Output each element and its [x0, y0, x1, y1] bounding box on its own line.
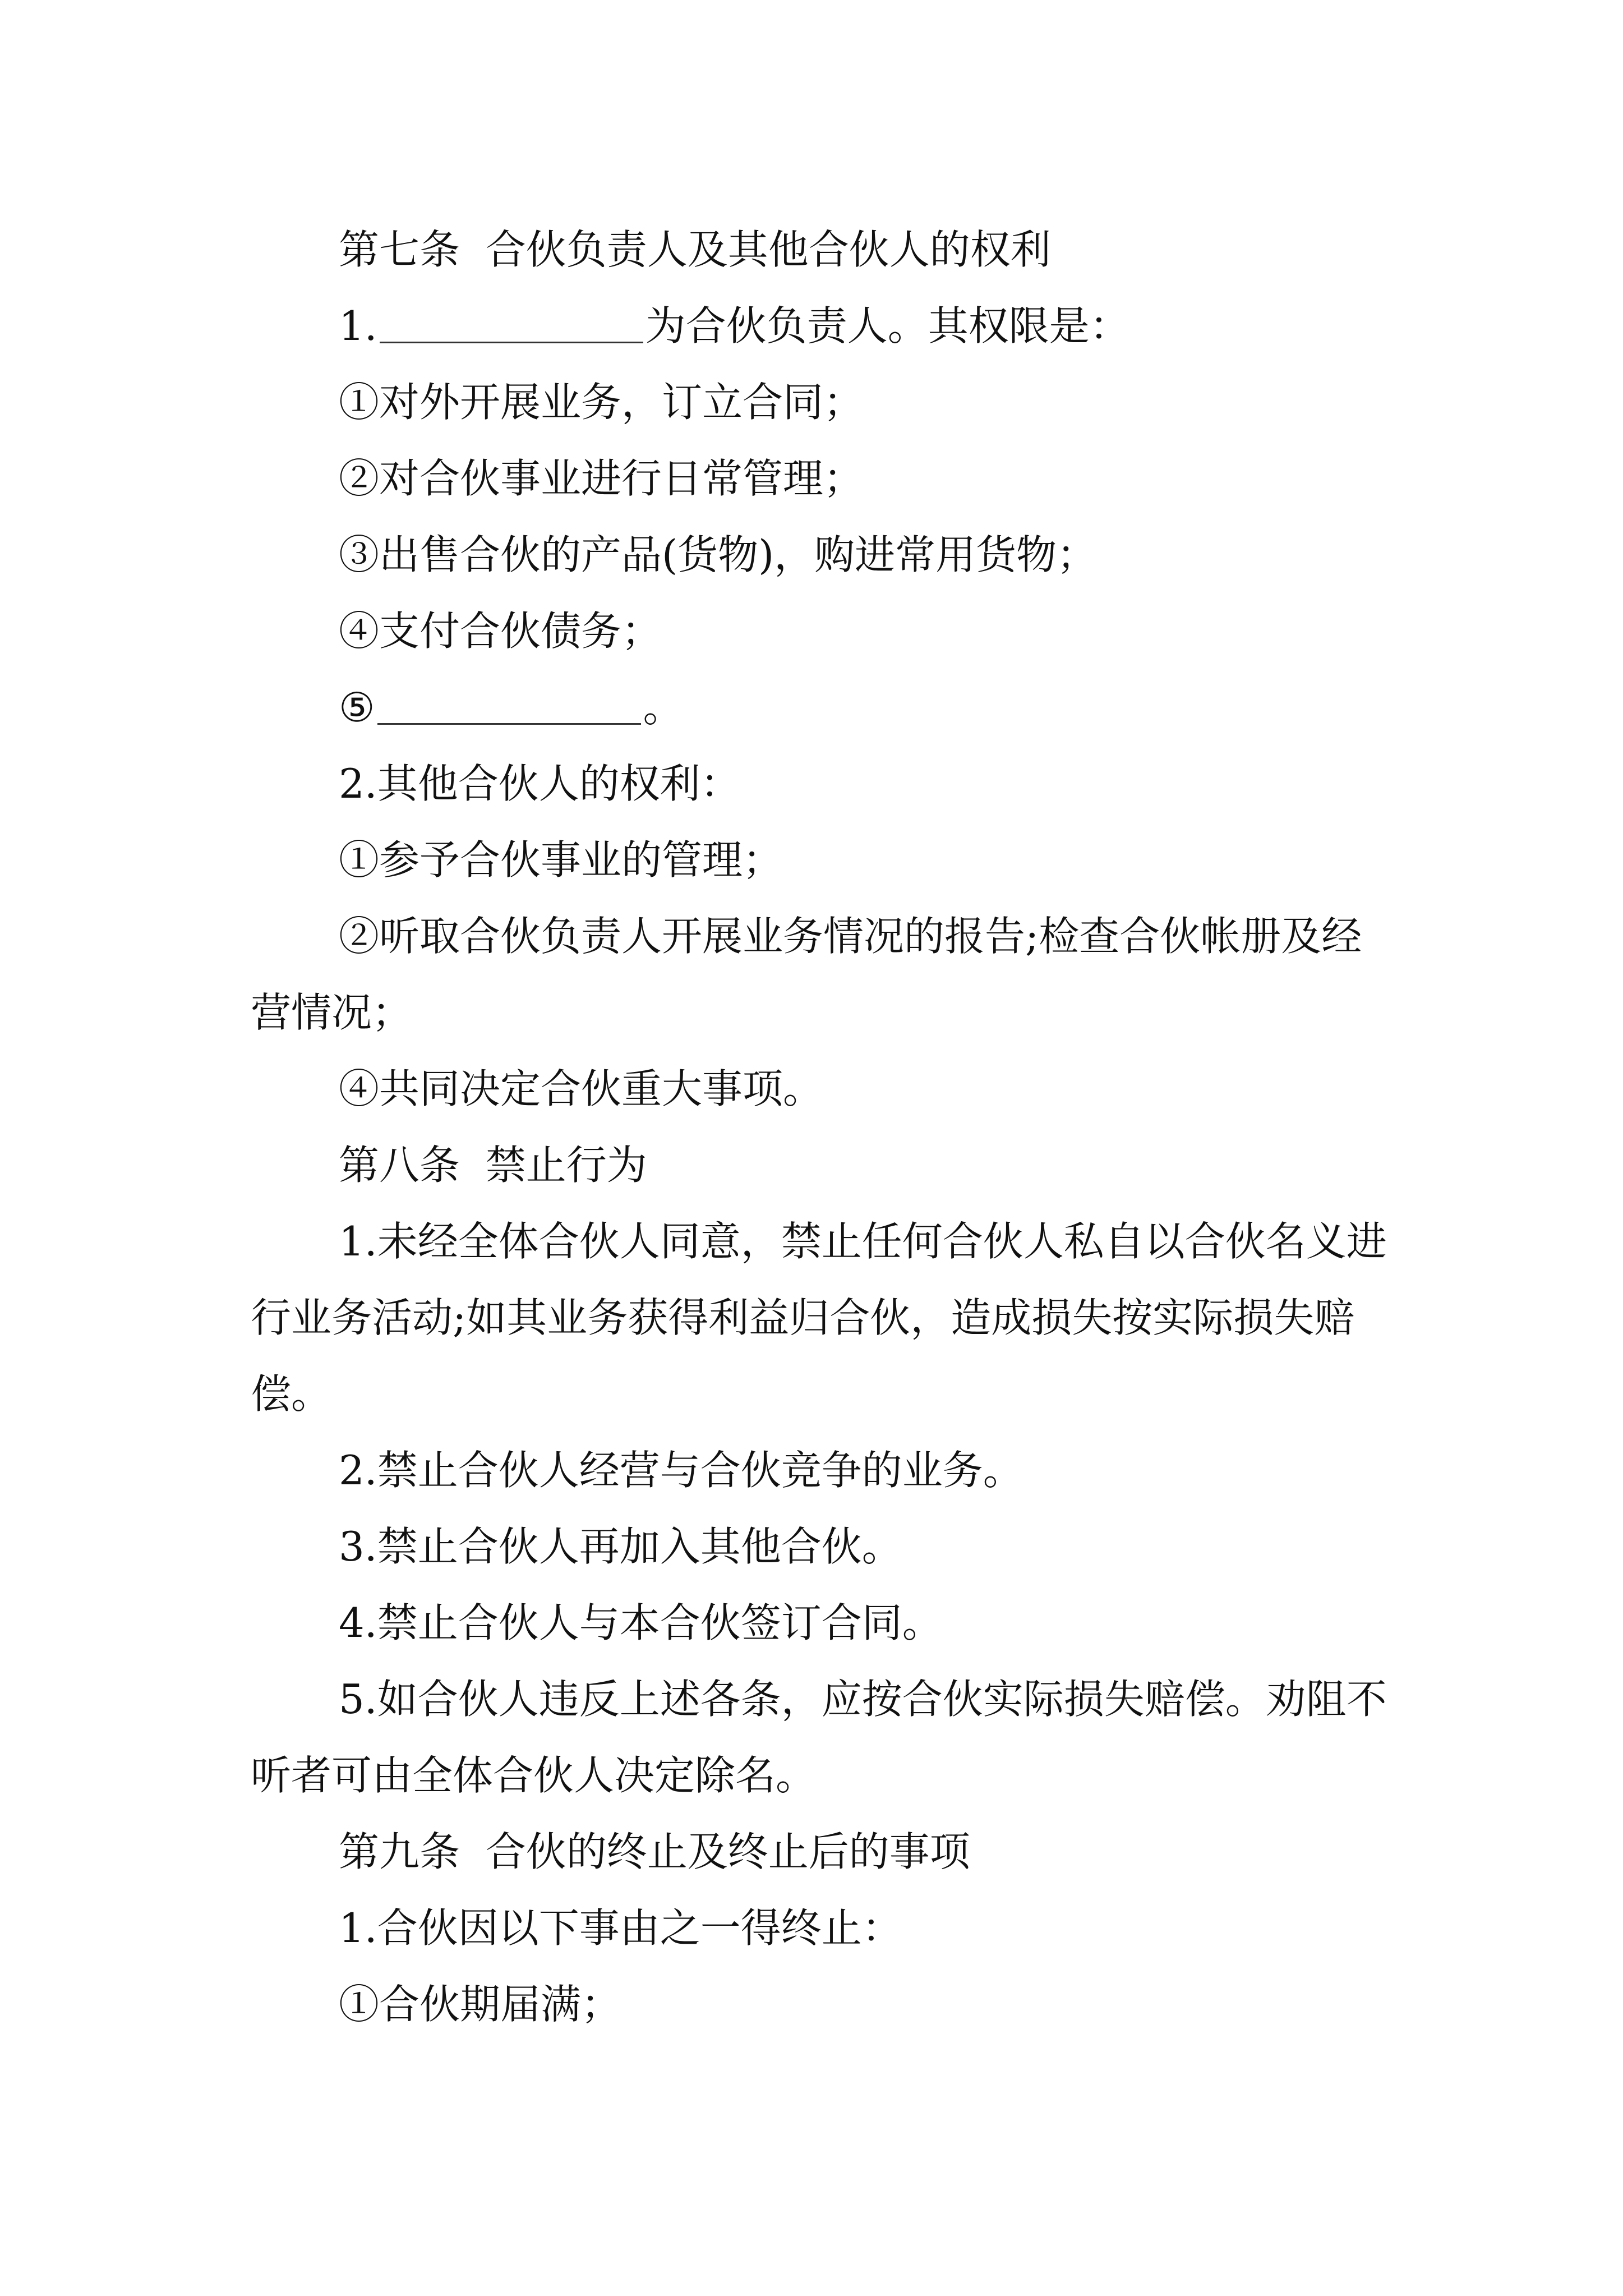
article-8-clause-3: 3.禁止合伙人再加入其他合伙。 — [339, 1523, 902, 1570]
article-9-clause-1-item-1: ①合伙期届满； — [339, 1981, 622, 2028]
article-7-clause-1-item-1: ①对外开展业务，订立合同； — [339, 379, 864, 426]
article-8-clause-2: 2.禁止合伙人经营与合伙竞争的业务。 — [339, 1447, 1023, 1494]
article-9-clause-1: 1.合伙因以下事由之一得终止： — [339, 1904, 902, 1952]
document-body — [251, 211, 1389, 2042]
article-7-clause-1-item-2: ②对合伙事业进行日常管理； — [339, 455, 864, 502]
article-9-title: 第九条 合伙的终止及终止后的事项 — [339, 1828, 970, 1875]
item-marker: ⑤ — [339, 684, 375, 731]
article-7-clause-2: 2.其他合伙人的权利： — [339, 760, 741, 807]
article-8-clause-4: 4.禁止合伙人与本合伙签订合同。 — [339, 1599, 943, 1646]
article-7-clause-1-item-5 — [251, 669, 1389, 746]
clause-number: 1. — [339, 302, 377, 349]
article-7-clause-2-item-2: ②听取合伙负责人开展业务情况的报告;检查合伙帐册及经营情况； — [251, 913, 1362, 1036]
item-end: 。 — [643, 684, 684, 731]
fill-in-blank — [377, 723, 641, 725]
clause-text: 为合伙负责人。其权限是： — [645, 302, 1130, 349]
article-7-clause-1-item-3: ③出售合伙的产品(货物)，购进常用货物； — [339, 531, 1098, 578]
article-7-clause-2-item-4: ④共同决定合伙重大事项。 — [339, 1065, 824, 1112]
article-7-clause-1-item-4: ④支付合伙债务； — [339, 608, 662, 655]
fill-in-blank — [380, 341, 643, 343]
article-7-title: 第七条 合伙负责人及其他合伙人的权利 — [339, 226, 1051, 273]
article-8-title: 第八条 禁止行为 — [339, 1142, 647, 1189]
article-8-clause-5: 5.如合伙人违反上述各条，应按合伙实际损失赔偿。劝阻不听者可由全体合伙人决定除名。 — [251, 1676, 1387, 1799]
article-8-clause-1: 1.未经全体合伙人同意，禁止任何合伙人私自以合伙名义进行业务活动;如其业务获得利益归合伙，造成损失按实际损失赔偿。 — [251, 1218, 1387, 1418]
article-7-clause-1 — [251, 288, 1389, 364]
article-7-clause-2-item-1: ①参予合伙事业的管理； — [339, 836, 783, 884]
